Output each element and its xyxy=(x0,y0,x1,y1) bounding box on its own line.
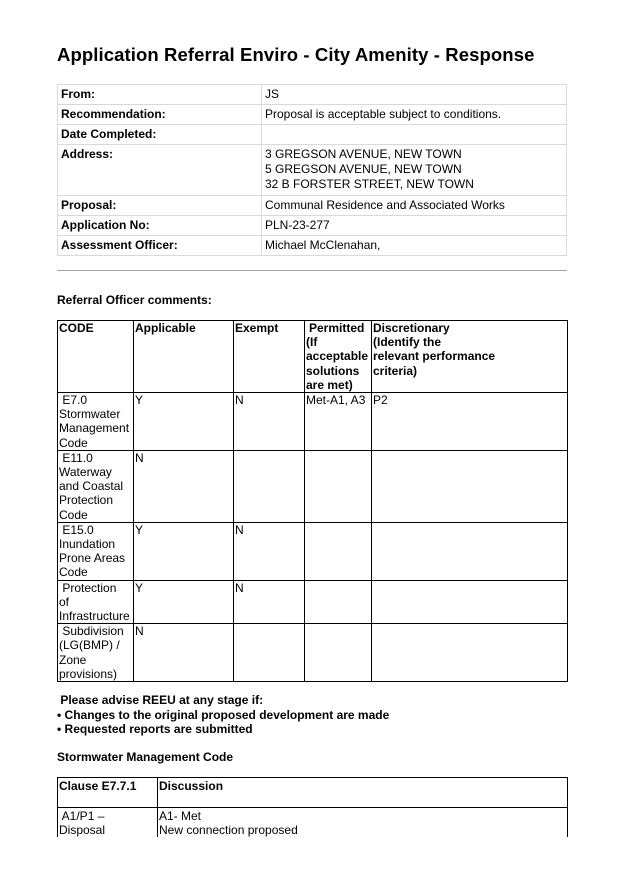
header-applicable: Applicable xyxy=(134,321,234,393)
clause-line: A1/P1 – xyxy=(59,809,105,823)
recommendation-value: Proposal is acceptable subject to conditions. xyxy=(262,105,567,125)
discretionary-cell xyxy=(372,522,568,580)
info-row-date-completed xyxy=(58,125,567,145)
application-no-value: PLN-23-277 xyxy=(262,216,567,236)
code-line: Protection xyxy=(59,580,117,595)
header-permitted-line: (If xyxy=(306,335,318,350)
table-row xyxy=(58,522,568,580)
applicable-cell: Y xyxy=(134,393,234,451)
permitted-cell xyxy=(305,450,372,522)
date-completed-value xyxy=(262,125,567,145)
stormwater-heading: Stormwater Management Code xyxy=(57,750,234,764)
from-label: From: xyxy=(58,85,262,105)
header-permitted xyxy=(305,321,372,393)
exempt-cell: N xyxy=(234,393,305,451)
table-row xyxy=(58,624,568,682)
code-line: of xyxy=(59,594,70,609)
code-line: Prone Areas xyxy=(59,551,126,566)
address-line: 32 B FORSTER STREET, NEW TOWN xyxy=(265,177,474,191)
info-row-recommendation xyxy=(58,105,567,125)
code-line: (LG(BMP) / xyxy=(59,638,120,653)
header-permitted-line: acceptable xyxy=(306,349,369,364)
permitted-cell xyxy=(305,522,372,580)
table-row xyxy=(58,450,568,522)
code-cell xyxy=(58,450,134,522)
clause-discussion-table xyxy=(57,777,568,837)
assessment-officer-value: Michael McClenahan, xyxy=(262,236,567,256)
referral-comments-heading: Referral Officer comments: xyxy=(57,293,212,307)
info-row-application-no xyxy=(58,216,567,236)
table-row xyxy=(58,393,568,451)
header-permitted-line: are met) xyxy=(306,377,353,392)
code-line: Code xyxy=(59,565,88,580)
discretionary-cell: P2 xyxy=(372,393,568,451)
applicable-cell: Y xyxy=(134,522,234,580)
code-cell xyxy=(58,522,134,580)
advise-line: Please advise REEU at any stage if: xyxy=(57,693,264,707)
exempt-cell: N xyxy=(234,522,305,580)
code-line: Inundation xyxy=(59,537,116,552)
info-row-proposal xyxy=(58,196,567,216)
code-cell xyxy=(58,393,134,451)
header-permitted-line: solutions xyxy=(306,363,360,378)
exempt-cell xyxy=(234,450,305,522)
address-line: 3 GREGSON AVENUE, NEW TOWN xyxy=(265,147,462,161)
info-row-assessment-officer xyxy=(58,236,567,256)
code-line: Code xyxy=(59,435,88,450)
page-title: Application Referral Enviro - City Amenity - Response xyxy=(57,44,535,65)
assessment-officer-label: Assessment Officer: xyxy=(58,236,262,256)
code-line: Waterway xyxy=(59,465,112,480)
code-line: Code xyxy=(59,507,88,522)
header-discussion: Discussion xyxy=(158,778,568,808)
code-line: Infrastructure xyxy=(59,609,130,624)
application-info-table xyxy=(57,84,567,256)
proposal-value: Communal Residence and Associated Works xyxy=(262,196,567,216)
discretionary-cell xyxy=(372,580,568,624)
address-value xyxy=(262,145,567,196)
code-line: E11.0 xyxy=(59,450,93,465)
exempt-cell xyxy=(234,624,305,682)
applicable-cell: N xyxy=(134,450,234,522)
code-line: Management xyxy=(59,421,130,436)
code-line: Subdivision xyxy=(59,624,124,639)
advise-line: • Requested reports are submitted xyxy=(57,722,253,736)
code-line: provisions) xyxy=(59,666,118,681)
proposal-label: Proposal: xyxy=(58,196,262,216)
section-divider xyxy=(57,270,567,271)
info-row-from xyxy=(58,85,567,105)
recommendation-label: Recommendation: xyxy=(58,105,262,125)
code-applicability-table xyxy=(57,320,568,682)
header-discretionary-line: (Identify the xyxy=(373,335,441,350)
code-line: E15.0 xyxy=(59,522,94,537)
from-value: JS xyxy=(262,85,567,105)
table-row xyxy=(58,808,568,838)
code-cell xyxy=(58,580,134,624)
header-discretionary-line: Discretionary xyxy=(373,321,450,335)
permitted-cell xyxy=(305,580,372,624)
application-no-label: Application No: xyxy=(58,216,262,236)
code-line: Zone xyxy=(59,652,87,667)
info-row-address xyxy=(58,145,567,196)
discussion-cell xyxy=(158,808,568,838)
advise-line: • Changes to the original proposed development are made xyxy=(57,707,390,722)
header-discretionary-line: criteria) xyxy=(373,363,418,378)
header-exempt: Exempt xyxy=(234,321,305,393)
table-row xyxy=(58,580,568,624)
code-line: E7.0 xyxy=(59,393,88,408)
header-permitted-line: Permitted xyxy=(309,321,365,335)
clause-line: Disposal xyxy=(59,823,106,838)
header-clause: Clause E7.7.1 xyxy=(58,778,158,808)
advise-notice xyxy=(57,693,389,737)
discussion-line: New connection proposed xyxy=(159,823,298,838)
address-label: Address: xyxy=(58,145,262,196)
exempt-cell: N xyxy=(234,580,305,624)
applicable-cell: N xyxy=(134,624,234,682)
permitted-cell: Met-A1, A3 xyxy=(305,393,372,451)
applicable-cell: Y xyxy=(134,580,234,624)
header-discretionary-line: relevant performance xyxy=(373,349,496,364)
discussion-line: A1- Met xyxy=(159,809,202,823)
discretionary-cell xyxy=(372,624,568,682)
discretionary-cell xyxy=(372,450,568,522)
code-line: Stormwater xyxy=(59,407,121,422)
address-line: 5 GREGSON AVENUE, NEW TOWN xyxy=(265,162,462,176)
header-discretionary xyxy=(372,321,568,393)
permitted-cell xyxy=(305,624,372,682)
clause-cell xyxy=(58,808,158,838)
date-completed-label: Date Completed: xyxy=(58,125,262,145)
clause-table-header-row xyxy=(58,778,568,808)
code-table-header-row xyxy=(58,321,568,393)
code-cell xyxy=(58,624,134,682)
header-code: CODE xyxy=(58,321,134,393)
code-line: and Coastal xyxy=(59,479,124,494)
code-line: Protection xyxy=(59,493,114,508)
